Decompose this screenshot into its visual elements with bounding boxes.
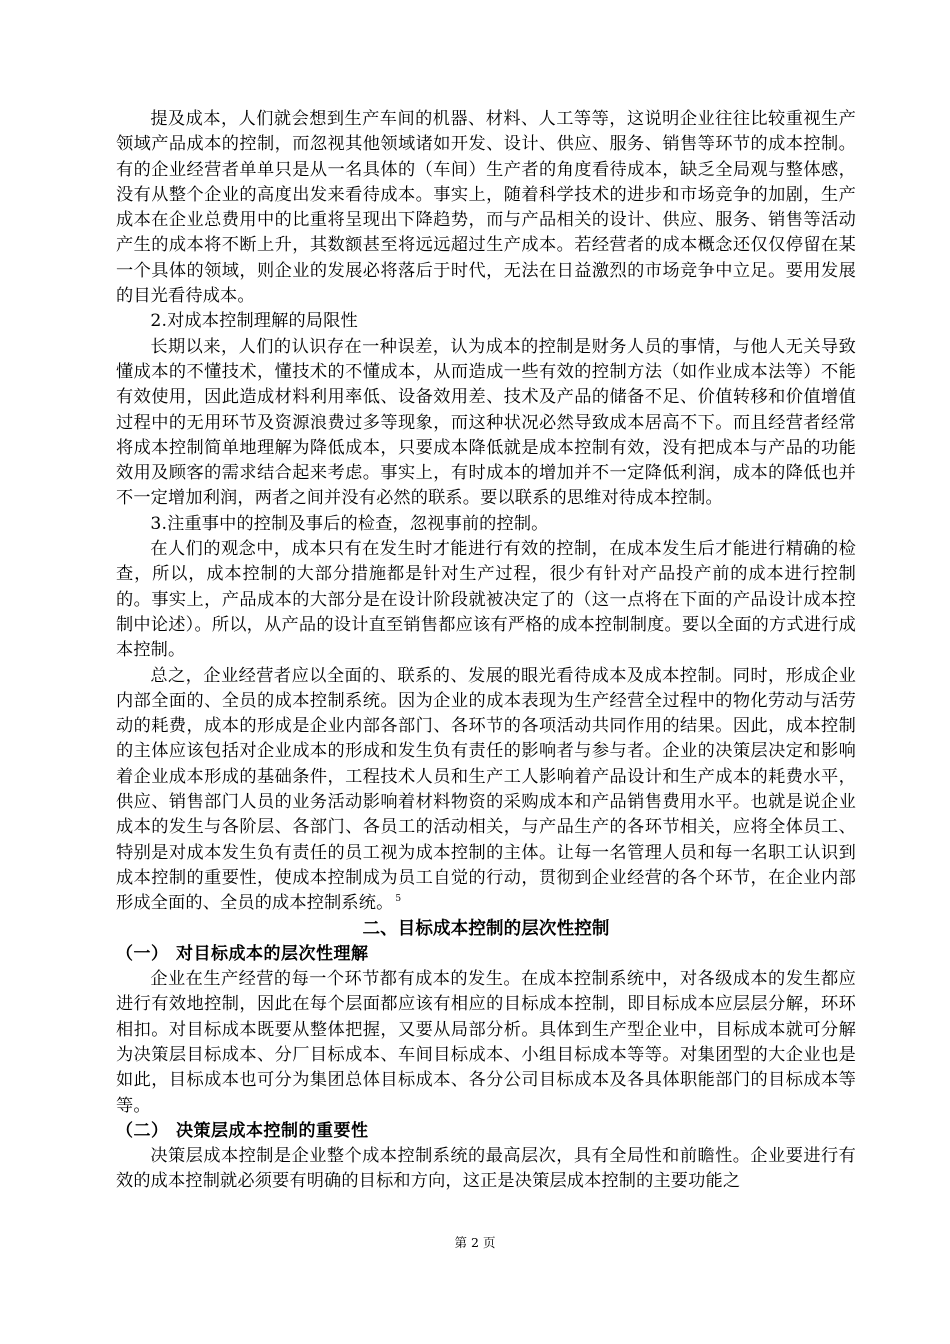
paragraph-understanding-limits: 长期以来，人们的认识存在一种误差，认为成本的控制是财务人员的事情，与他人无关导致懂成本的不懂技术，懂技术的不懂成本，从而造成一些有效的控制方法（如作业成本法等）不能有效使用，因此造成材料利用率低、设备效用差、技术及产品的储备不足、价值转移和价值增值过程中的无用环节及资源浪费过多等现象，而这种状况必然导致成本居高不下。而且经营者经常将成本控制简单地理解为降低成本，只要成本降低就是成本控制有效，没有把成本与产品的功能效用及顾客的需求结合起来考虑。事实上，有时成本的增加并不一定降低利润，成本的降低也并不一定增加利润，两者之间并没有必然的联系。要以联系的思维对待成本控制。: [116, 336, 856, 509]
paragraph-decision-layer: 决策层成本控制是企业整个成本控制系统的最高层次，具有全局性和前瞻性。企业要进行有效的成本控制就必须要有明确的目标和方向，这正是决策层成本控制的主要功能之: [116, 1146, 856, 1192]
paragraph-production-cost: 提及成本，人们就会想到生产车间的机器、材料、人工等等，这说明企业往往比较重视生产领域产品成本的控制，而忽视其他领域诸如开发、设计、供应、服务、销售等环节的成本控制。有的企业经营者单单只是从一名具体的（车间）生产者的角度看待成本，缺乏全局观与整体感，没有从整个企业的高度出发来看待成本。事实上，随着科学技术的进步和市场竞争的加剧，生产成本在企业总费用中的比重将呈现出下降趋势，而与产品相关的设计、供应、服务、销售等活动产生的成本将不断上升，其数额甚至将远远超过生产成本。若经营者的成本概念还仅仅停留在某一个具体的领域，则企业的发展必将落后于时代，无法在日益激烈的市场竞争中立足。要用发展的目光看待成本。: [116, 109, 856, 307]
footnote-marker: 5: [395, 894, 402, 905]
paragraph-target-cost-levels: 企业在生产经营的每一个环节都有成本的发生。在成本控制系统中，对各级成本的发生都应进行有效地控制，因此在每个层面都应该有相应的目标成本控制，即目标成本应层层分解，环环相扣。对目标成本既要从整体把握，又要从局部分析。具体到生产型企业中，目标成本就可分解为决策层目标成本、分厂目标成本、车间目标成本、小组目标成本等等。对集团型的大企业也是如此，目标成本也可分为集团总体目标成本、各分公司目标成本及各具体职能部门的目标成本等等。: [116, 969, 856, 1116]
paragraph-summary: [116, 664, 856, 917]
subheading-2-number: （二）: [116, 1120, 169, 1141]
subheading-2: [116, 1119, 856, 1144]
subheading-1: [116, 942, 856, 967]
subheading-2-title: 决策层成本控制的重要性: [176, 1120, 369, 1141]
subheading-1-title: 对目标成本的层次性理解: [176, 943, 369, 964]
list-item-2: 2.对成本控制理解的局限性: [150, 311, 358, 332]
subheading-1-number: （一）: [116, 943, 169, 964]
document-body: [116, 107, 856, 1195]
list-item-3: 3.注重事中的控制及事后的检查，忽视事前的控制。: [150, 513, 549, 534]
page-footer: 第 2 页: [454, 1235, 496, 1250]
summary-text: 总之，企业经营者应以全面的、联系的、发展的眼光看待成本及成本控制。同时，形成企业内部全面的、全员的成本控制系统。因为企业的成本表现为生产经营全过程中的物化劳动与活劳动的耗费，成本的形成是企业内部各部门、各环节的各项活动共同作用的结果。因此，成本控制的主体应该包括对企业成本的形成和发生负有责任的影响者与参与者。企业的决策层决定和影响着企业成本形成的基础条件，工程技术人员和生产工人影响着产品设计和生产成本的耗费水平，供应、销售部门人员的业务活动影响着材料物资的采购成本和产品销售费用水平。也就是说企业成本的发生与各阶层、各部门、各员工的活动相关，与产品生产的各环节相关，应将全体员工、特别是对成本发生负有责任的员工视为成本控制的主体。让每一名管理人员和每一名职工认识到成本控制的重要性，使成本控制成为员工自觉的行动，贯彻到企业经营的各个环节，在企业内部形成全面的、全员的成本控制系统。: [116, 665, 856, 914]
paragraph-in-process-control: 在人们的观念中，成本只有在发生时才能进行有效的控制，在成本发生后才能进行精确的检查，所以，成本控制的大部分措施都是针对生产过程，很少有针对产品投产前的成本进行控制的。事实上，产品成本的大部分是在设计阶段就被决定了的（这一点将在下面的产品设计成本控制中论述）。所以，从产品的设计直至销售都应该有严格的成本控制制度。要以全面的方式进行成本控制。: [116, 539, 856, 661]
section-heading: 二、目标成本控制的层次性控制: [362, 918, 610, 939]
